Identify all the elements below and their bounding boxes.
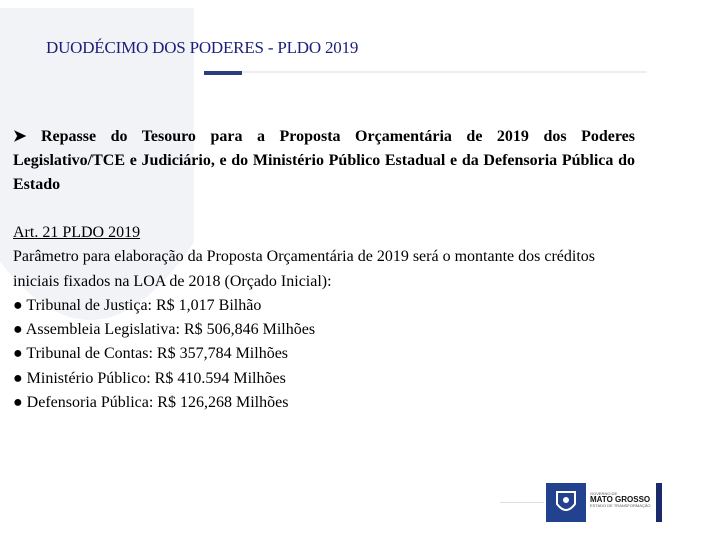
- intro-text: Repasse do Tesouro para a Proposta Orçamentária de 2019 dos Poderes Legislativo/TCE e Judiciário, e do Ministério Público Estadual e da Defensoria Pública do Estado: [13, 128, 636, 193]
- intro-paragraph: [13, 125, 635, 197]
- logo-small-text: GOVERNO DE: [590, 491, 618, 496]
- list-item: ● Tribunal de Contas: R$ 357,784 Milhões: [13, 345, 289, 363]
- crest-logo-icon: [546, 483, 586, 522]
- arrow-bullet-icon: ➤: [13, 128, 27, 145]
- title-divider: [242, 71, 647, 73]
- list-item: ● Assembleia Legislativa: R$ 506,846 Milhões: [13, 321, 316, 339]
- logo-tagline: ESTADO DE TRANSFORMAÇÃO: [590, 503, 651, 508]
- list-item-text: Ministério Público: R$ 410.594 Milhões: [26, 369, 286, 387]
- list-item-text: Tribunal de Contas: R$ 357,784 Milhões: [26, 345, 289, 363]
- list-item-text: Defensoria Pública: R$ 126,268 Milhões: [26, 394, 289, 412]
- government-logo-text: [590, 492, 651, 508]
- article-text: Parâmetro para elaboração da Proposta Orçamentária de 2019 será o montante dos créditos iniciais fixados na LOA de 2018 (Orçado Inicial):: [13, 248, 595, 290]
- footer-divider: [500, 502, 544, 503]
- list-item: ● Defensoria Pública: R$ 126,268 Milhões: [13, 394, 289, 412]
- list-item-text: Tribunal de Justiça: R$ 1,017 Bilhão: [26, 296, 262, 314]
- list-item: ● Tribunal de Justiça: R$ 1,017 Bilhão: [13, 296, 262, 314]
- list-item: ● Ministério Público: R$ 410.594 Milhões: [13, 369, 286, 387]
- article-heading: Art. 21 PLDO 2019: [13, 224, 141, 241]
- logo-name: MATO GROSSO: [590, 495, 651, 504]
- footer-accent-bar: [656, 483, 662, 522]
- page-title: DUODÉCIMO DOS PODERES - PLDO 2019: [46, 38, 359, 57]
- list-item-text: Assembleia Legislativa: R$ 506,846 Milhões: [25, 321, 316, 339]
- article-section: [13, 221, 638, 415]
- title-accent-bar: [204, 71, 242, 75]
